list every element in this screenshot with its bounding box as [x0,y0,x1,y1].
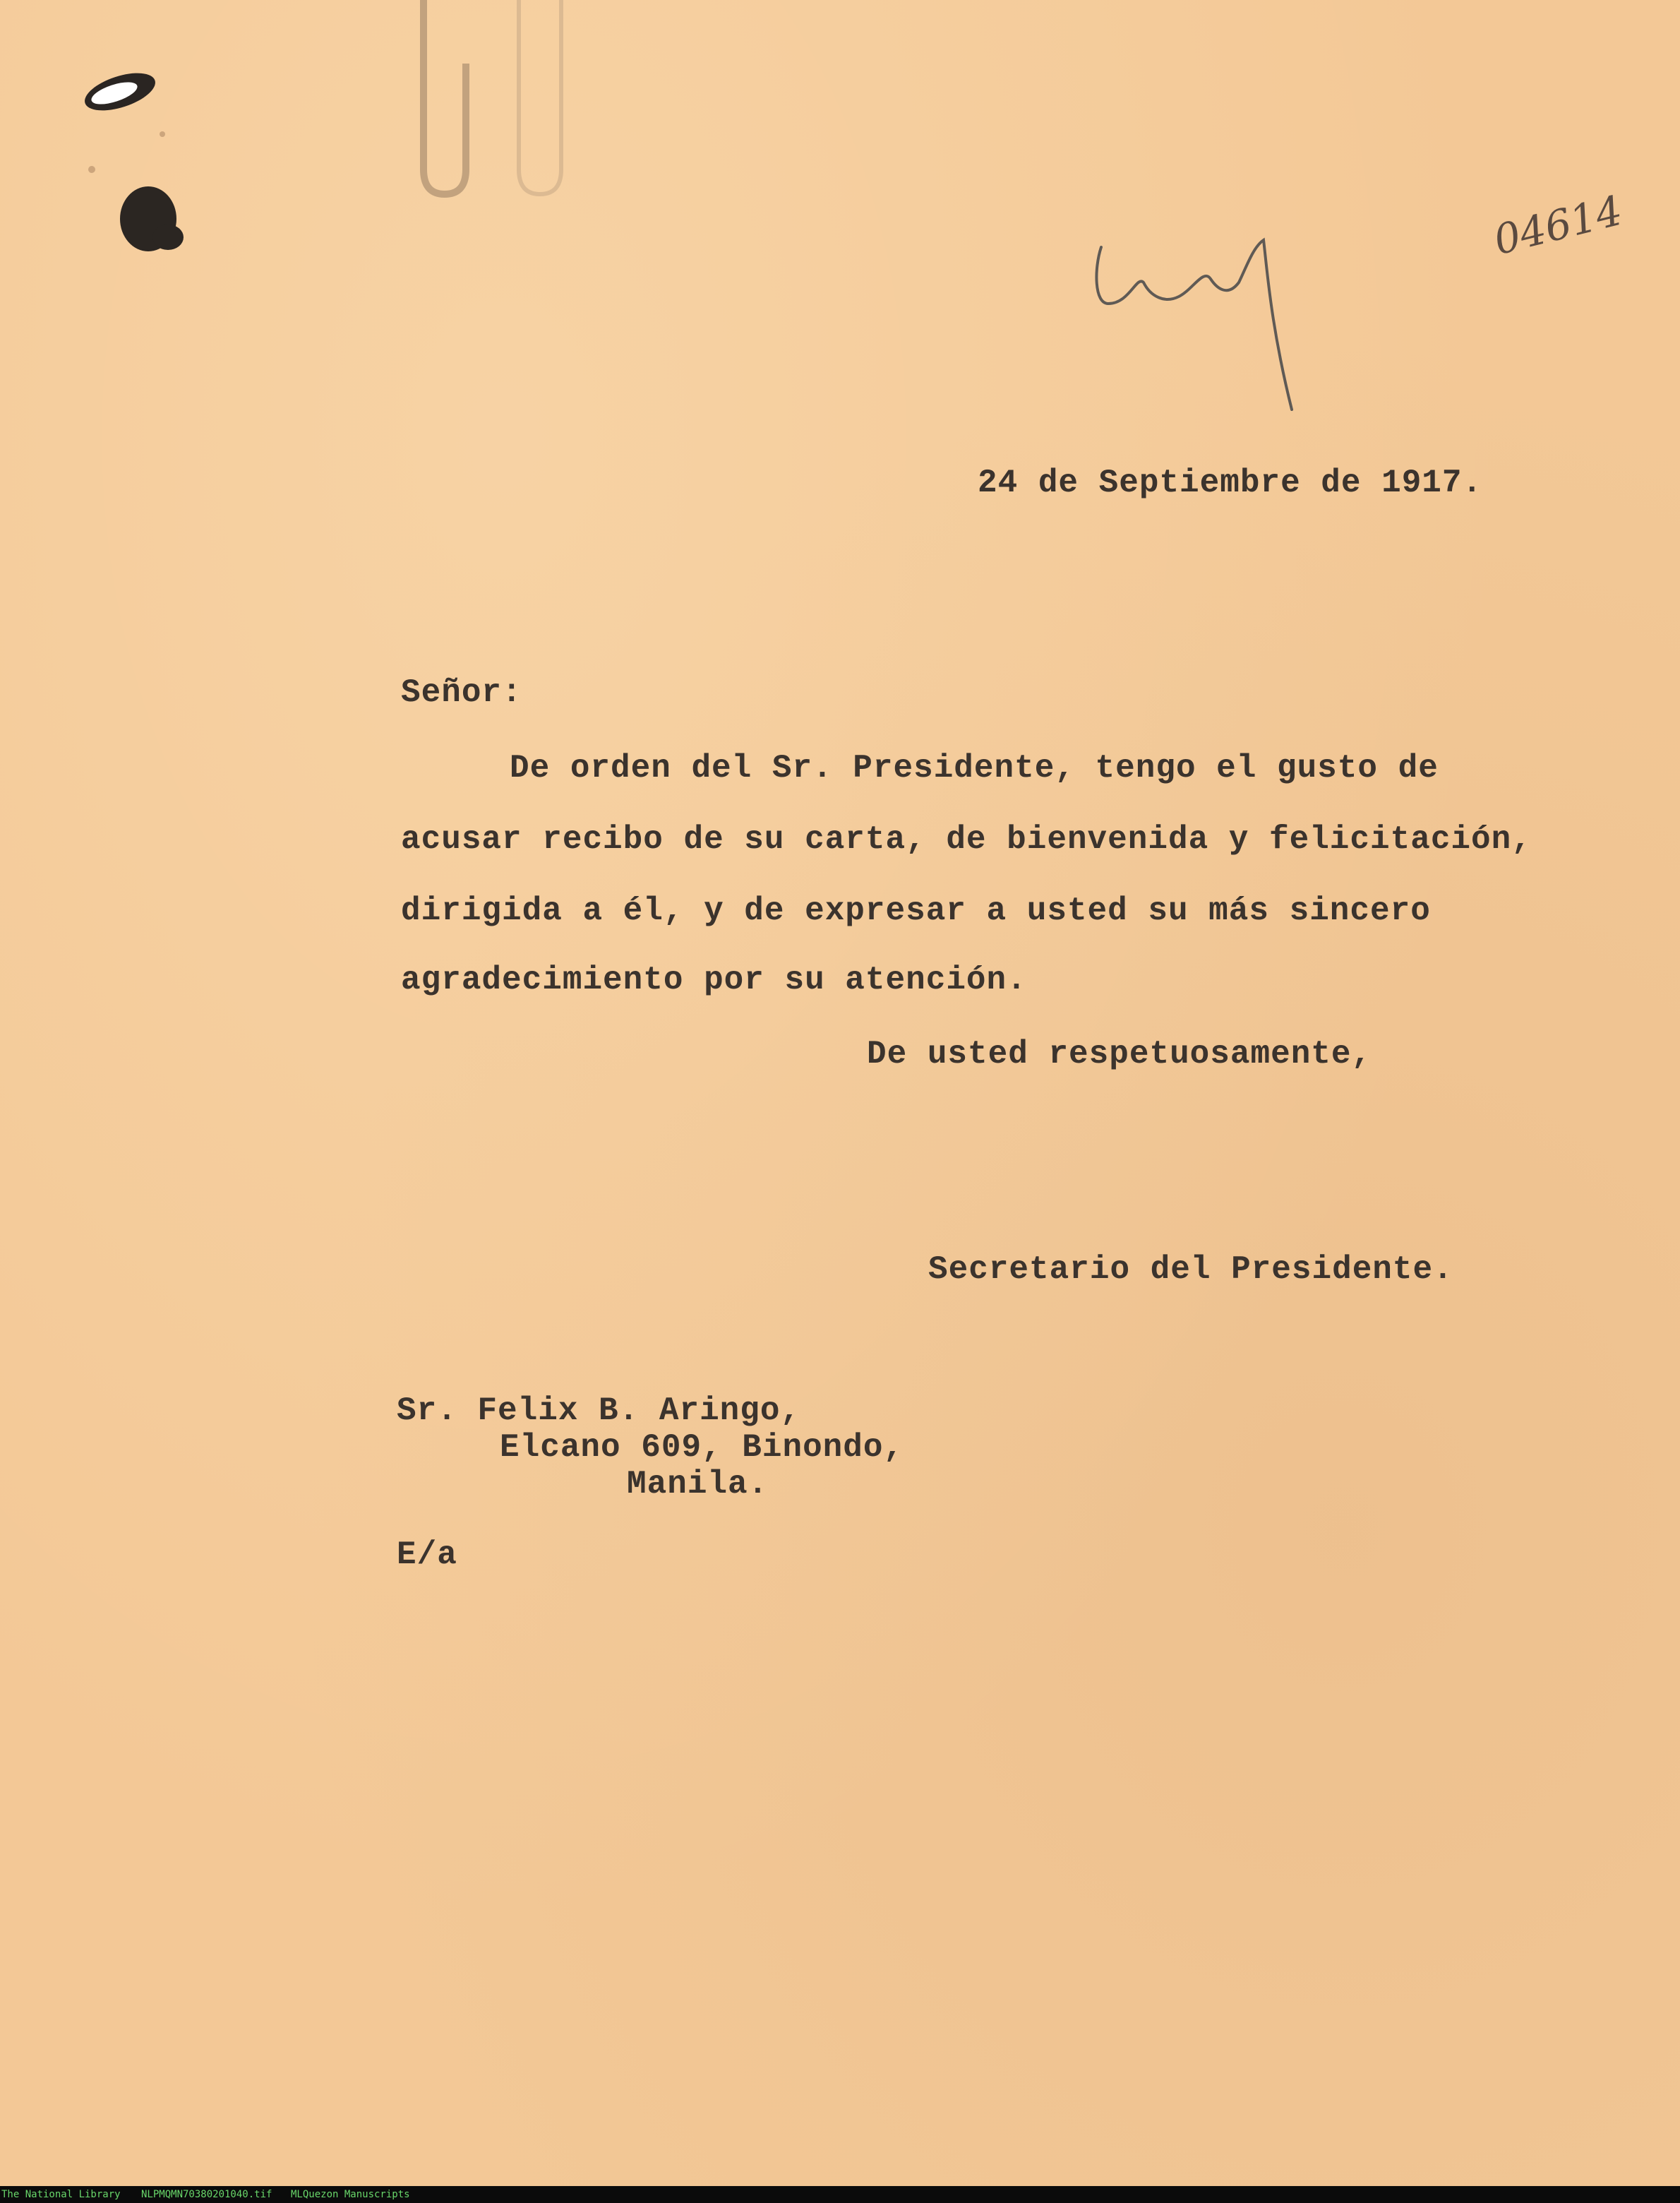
footer-filename: NLPMQMN70380201040.tif [141,2189,272,2200]
salutation: Señor: [401,674,522,711]
body-line: acusar recibo de su carta, de bienvenida y felicitación, [401,821,1532,858]
body-line: dirigida a él, y de expresar a usted su más sincero [401,892,1431,929]
body-line: agradecimiento por su atención. [401,962,1027,998]
address-line: Manila. [627,1466,769,1503]
archive-number: 04614 [1489,186,1628,265]
signature-title: Secretario del Presidente. [928,1251,1453,1288]
footer-collection: MLQuezon Manuscripts [291,2189,410,2200]
paperclip-marks [402,0,600,212]
letter-date: 24 de Septiembre de 1917. [978,465,1483,501]
handwritten-initials [1087,226,1327,417]
closing: De usted respetuosamente, [867,1036,1372,1073]
footer-library: The National Library [1,2189,121,2200]
address-line: Elcano 609, Binondo, [500,1429,904,1466]
punch-hole-marks [64,56,219,282]
address-line: Sr. Felix B. Aringo, [397,1392,801,1429]
body-line: De orden del Sr. Presidente, tengo el gusto de [510,750,1439,787]
reference-initials: E/a [397,1536,457,1573]
scan-footer [0,2186,1680,2203]
